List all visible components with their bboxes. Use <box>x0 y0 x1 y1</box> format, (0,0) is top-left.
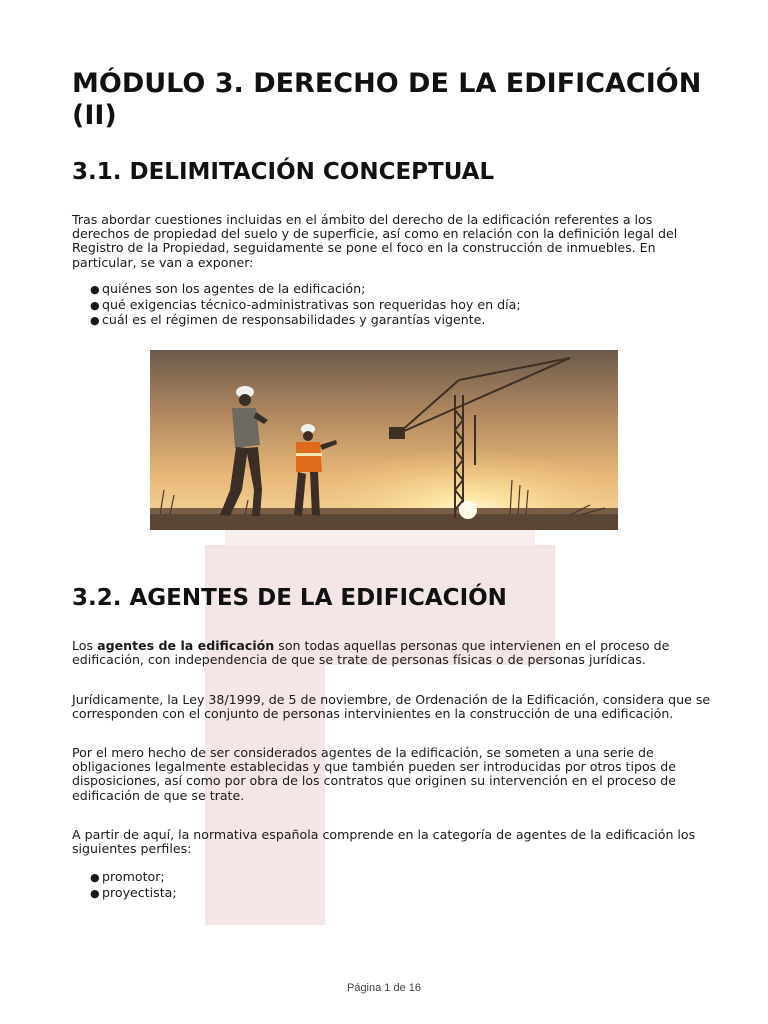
construction-site-photo <box>150 350 618 530</box>
module-title: MÓDULO 3. DERECHO DE LA EDIFICACIÓN (II) <box>72 68 702 131</box>
bullet-icon: ● <box>90 871 100 884</box>
bullet-icon: ● <box>90 314 100 328</box>
page-footer: Página 1 de 16 <box>346 982 421 994</box>
section-3-1-intro: Tras abordar cuestiones incluidas en el ámbito del derecho de la edificación referentes a los derechos de propiedad del suelo y de superficie, así como en relación con la definición legal del Registro de la Propiedad, seguidamente se pone el foco en la construcción de inmuebles. En particular, se van a exponer: <box>72 212 678 270</box>
section-3-1-heading: 3.1. DELIMITACIÓN CONCEPTUAL <box>72 159 495 185</box>
list-item: ● cuál es el régimen de responsabilidades y garantías vigente. <box>90 312 486 328</box>
bullet-icon: ● <box>90 886 100 900</box>
section-3-2-paragraph-1: Los agentes de la edificación son todas aquellas personas que intervienen en el proceso de edificación, con independencia de que se trate de personas físicas o de personas jurídicas. <box>72 638 670 668</box>
list-item: ● qué exigencias técnico-administrativas son requeridas hoy en día; <box>90 296 521 312</box>
bullet-icon: ● <box>90 298 100 312</box>
list-item: ● quiénes son los agentes de la edificación; <box>90 281 366 296</box>
section-3-1-list <box>90 282 521 329</box>
section-3-2-heading: 3.2. AGENTES DE LA EDIFICACIÓN <box>72 585 507 611</box>
section-3-2-paragraph-3: Por el mero hecho de ser considerados agentes de la edificación, se someten a una serie de obligaciones legalmente establecidas y que también pueden ser introducidas por otros tipos de disposiciones, así como por obra de los contratos que originen su intervención en el proceso de edificación de que se trate. <box>72 745 677 803</box>
list-item: ● proyectista; <box>90 884 177 900</box>
list-item: ● promotor; <box>90 869 165 884</box>
section-3-2-paragraph-4: A partir de aquí, la normativa española comprende en la categoría de agentes de la edificación los siguientes perfiles: <box>72 827 696 857</box>
bullet-icon: ● <box>90 283 100 296</box>
construction-scene-image <box>150 350 618 530</box>
bold-term: agentes de la edificación <box>97 638 275 653</box>
section-3-2-list <box>90 870 177 901</box>
section-3-2-paragraph-2: Jurídicamente, la Ley 38/1999, de 5 de noviembre, de Ordenación de la Edificación, considera que se corresponden con el conjunto de personas intervinientes en la construcción de una edificación. <box>72 692 711 722</box>
